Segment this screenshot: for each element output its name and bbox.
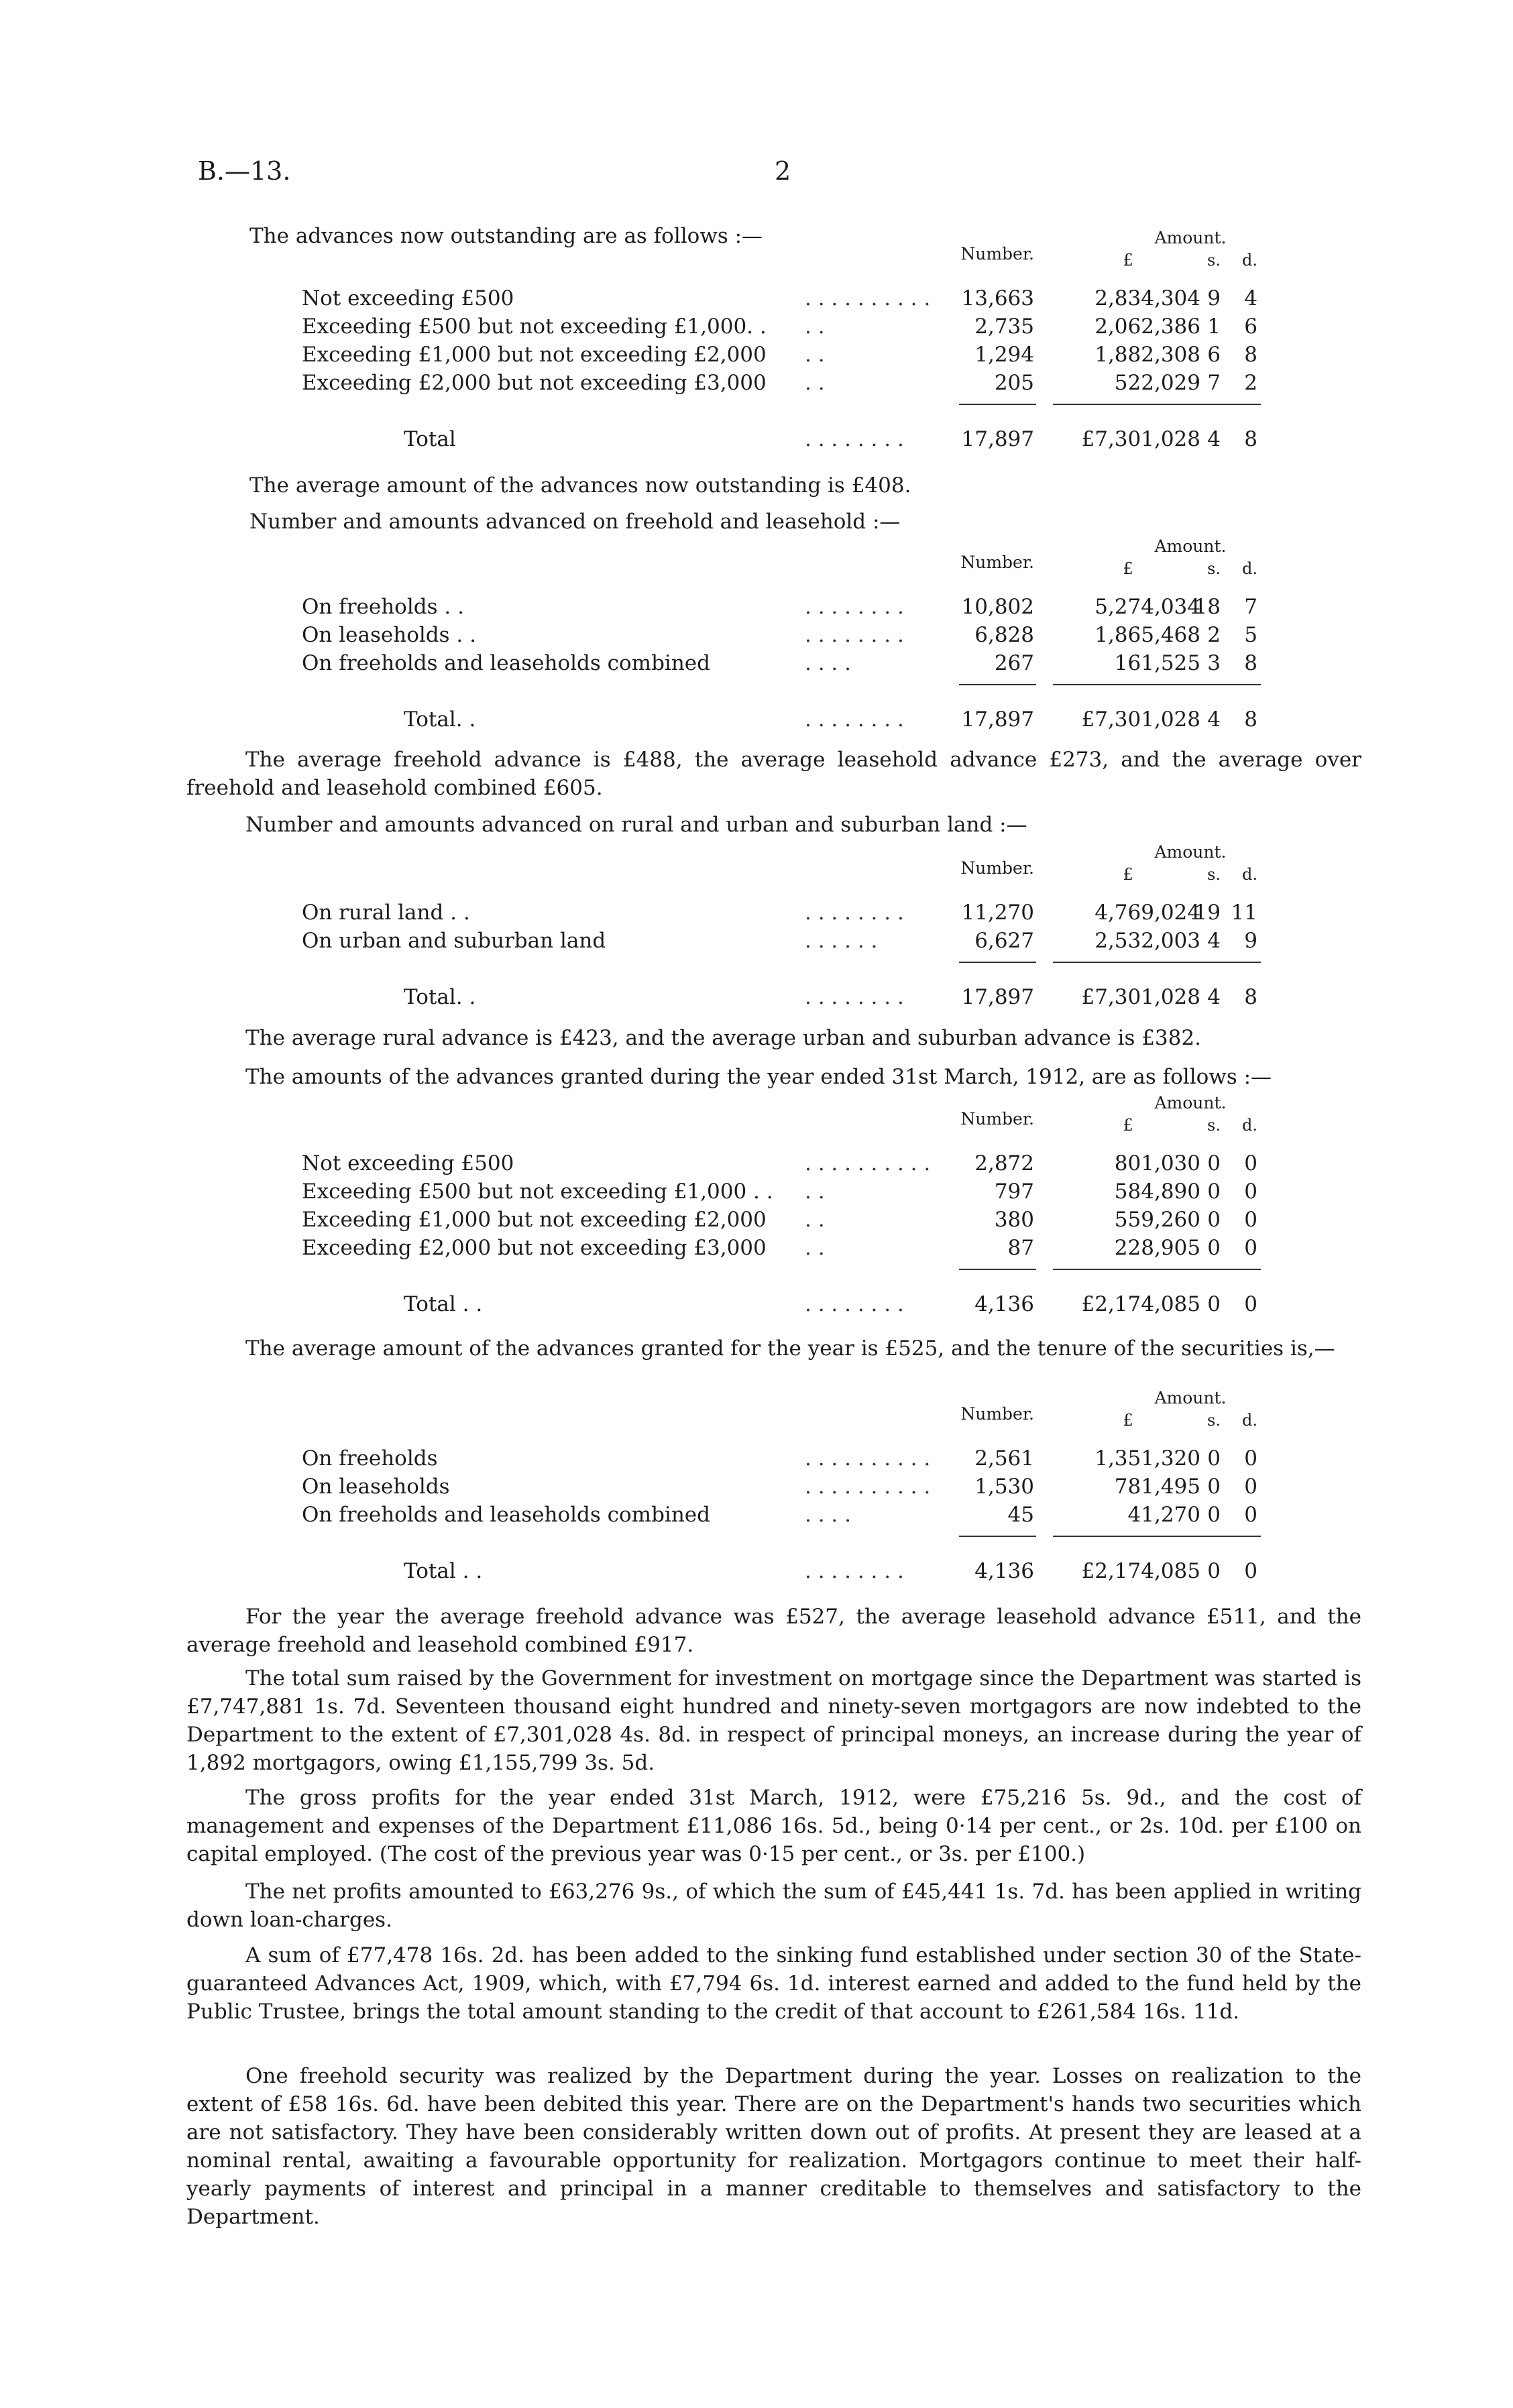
pence-unit-header: d. xyxy=(1242,251,1257,270)
leader-dots: . . xyxy=(805,314,825,339)
total-pounds: £7,301,028 xyxy=(1081,427,1200,451)
row-label: Exceeding £1,000 but not exceeding £2,000 xyxy=(302,1208,767,1232)
row-number: 1,294 xyxy=(974,343,1034,367)
row-label: On leaseholds . . xyxy=(302,623,476,647)
table-row xyxy=(288,1473,1274,1501)
total-label: Total xyxy=(404,427,456,451)
row-pounds: 2,062,386 xyxy=(1095,314,1200,339)
leader-dots: . . xyxy=(805,371,825,395)
pound-unit-header: £ xyxy=(1123,559,1133,578)
table-row xyxy=(288,369,1274,397)
row-number: 6,828 xyxy=(974,623,1034,647)
total-rule xyxy=(959,404,1036,405)
row-shillings: 9 xyxy=(1207,286,1221,310)
row-label: On freeholds xyxy=(302,1446,438,1471)
number-column-header: Number. xyxy=(960,244,1034,264)
row-pounds: 161,525 xyxy=(1114,651,1200,675)
row-shillings: 0 xyxy=(1207,1236,1221,1260)
row-label: On freeholds and leaseholds combined xyxy=(302,1503,710,1527)
table-row xyxy=(288,1501,1274,1529)
leader-dots: . . . . . . . . . . xyxy=(805,1446,931,1471)
table-row xyxy=(288,1234,1274,1262)
report-reference: B.—13. xyxy=(198,156,291,186)
leader-dots: . . . . xyxy=(805,651,851,675)
pence-unit-header: d. xyxy=(1242,1116,1257,1135)
row-pence: 2 xyxy=(1244,371,1257,395)
row-label: Exceeding £2,000 but not exceeding £3,000 xyxy=(302,371,767,395)
amount-column-header: Amount. xyxy=(1154,228,1227,247)
leader-dots: . . . . . . . . . . xyxy=(805,286,931,310)
row-number: 6,627 xyxy=(974,929,1034,953)
pence-unit-header: d. xyxy=(1242,559,1257,578)
row-number: 10,802 xyxy=(961,595,1034,619)
leader-dots: . . xyxy=(805,343,825,367)
table-row xyxy=(288,927,1274,955)
total-pounds: £7,301,028 xyxy=(1081,985,1200,1009)
row-pence: 9 xyxy=(1244,929,1257,953)
row-pounds: 2,834,304 xyxy=(1095,286,1200,310)
total-pounds: £7,301,028 xyxy=(1081,707,1200,732)
table-row xyxy=(288,284,1274,312)
row-pence: 0 xyxy=(1244,1446,1257,1471)
leader-dots: . . . . . . . . xyxy=(805,985,904,1009)
row-number: 267 xyxy=(994,651,1034,675)
total-pence: 8 xyxy=(1244,985,1257,1009)
total-rule xyxy=(1053,962,1261,963)
total-number: 4,136 xyxy=(974,1292,1034,1316)
amount-column-header: Amount. xyxy=(1154,842,1227,862)
row-pounds: 522,029 xyxy=(1114,371,1200,395)
leader-dots: . . . . . . . . xyxy=(805,623,904,647)
total-rule xyxy=(1053,1536,1261,1537)
leader-dots: . . . . . . . . xyxy=(805,1292,904,1316)
total-row xyxy=(288,983,1274,1011)
row-pence: 11 xyxy=(1231,901,1257,925)
total-rule xyxy=(1053,404,1261,405)
leader-dots: . . . . . . . . xyxy=(805,595,904,619)
total-pence: 0 xyxy=(1244,1559,1257,1583)
table-tenure-securities xyxy=(288,1388,1274,1585)
total-row xyxy=(288,705,1274,734)
leader-dots: . . . . . . . . xyxy=(805,901,904,925)
row-number: 205 xyxy=(994,371,1034,395)
row-label: Exceeding £2,000 but not exceeding £3,000 xyxy=(302,1236,767,1260)
amount-column-header: Amount. xyxy=(1154,536,1227,556)
row-pence: 0 xyxy=(1244,1151,1257,1176)
row-shillings: 7 xyxy=(1207,371,1221,395)
row-number: 45 xyxy=(1007,1503,1034,1527)
pence-unit-header: d. xyxy=(1242,1411,1257,1430)
row-number: 11,270 xyxy=(961,901,1034,925)
total-label: Total. . xyxy=(404,707,476,732)
total-pence: 8 xyxy=(1244,427,1257,451)
shillings-unit-header: s. xyxy=(1207,1116,1221,1135)
row-pence: 5 xyxy=(1244,623,1257,647)
row-pounds: 801,030 xyxy=(1114,1151,1200,1176)
paragraph-gross-profits: The gross profits for the year ended 31st March, 1912, were £75,216 5s. 9d., and the cost of management and expenses of the Department £11,086 16s. 5d., being 0·14 per cent., or 2s. 10d. per £100 on capital employed. (The cost of the previous year was 0·15 per cent., or 3s. per £100.) xyxy=(186,1786,1361,1866)
row-shillings: 1 xyxy=(1207,314,1221,339)
shillings-unit-header: s. xyxy=(1207,559,1221,578)
row-pence: 8 xyxy=(1244,651,1257,675)
paragraph-sinking-fund: A sum of £77,478 16s. 2d. has been added to the sinking fund established under section 30 of the State-guaranteed Advances Act, 1909, which, with £7,794 6s. 1d. interest earned and added to the fund held by the Public Trustee, brings the total amount standing to the credit of that account to £261,584 16s. 11d. xyxy=(186,1943,1361,2024)
total-shillings: 4 xyxy=(1207,427,1221,451)
pence-unit-header: d. xyxy=(1242,865,1257,884)
row-number: 797 xyxy=(994,1180,1034,1204)
row-pence: 4 xyxy=(1244,286,1257,310)
row-pounds: 5,274,034 xyxy=(1095,595,1200,619)
total-rule xyxy=(959,1536,1036,1537)
total-row xyxy=(288,1290,1274,1318)
leader-dots: . . . . xyxy=(805,1503,851,1527)
row-label: Exceeding £500 but not exceeding £1,000. . xyxy=(302,314,767,339)
leader-dots: . . xyxy=(805,1236,825,1260)
row-shillings: 0 xyxy=(1207,1151,1221,1176)
row-number: 2,561 xyxy=(974,1446,1034,1471)
total-pence: 8 xyxy=(1244,707,1257,732)
amount-column-header: Amount. xyxy=(1154,1093,1227,1112)
total-rule xyxy=(959,1269,1036,1270)
leader-dots: . . . . . . . . . . xyxy=(805,1475,931,1499)
row-pounds: 584,890 xyxy=(1114,1180,1200,1204)
row-shillings: 0 xyxy=(1207,1208,1221,1232)
row-pounds: 228,905 xyxy=(1114,1236,1200,1260)
table-row xyxy=(288,1444,1274,1473)
total-label: Total. . xyxy=(404,985,476,1009)
row-shillings: 2 xyxy=(1207,623,1221,647)
number-column-header: Number. xyxy=(960,858,1034,878)
row-pounds: 781,495 xyxy=(1114,1475,1200,1499)
average-rural-text: The average rural advance is £423, and the average urban and suburban advance is £382. xyxy=(245,1026,1201,1050)
row-label: On leaseholds xyxy=(302,1475,450,1499)
total-shillings: 4 xyxy=(1207,707,1221,732)
table2-intro: Number and amounts advanced on freehold and leasehold :— xyxy=(249,510,901,534)
shillings-unit-header: s. xyxy=(1207,1411,1221,1430)
table-row xyxy=(288,899,1274,927)
row-pounds: 41,270 xyxy=(1127,1503,1200,1527)
total-row xyxy=(288,1557,1274,1585)
row-pounds: 1,882,308 xyxy=(1095,343,1200,367)
total-pounds: £2,174,085 xyxy=(1081,1559,1200,1583)
row-shillings: 6 xyxy=(1207,343,1221,367)
row-number: 87 xyxy=(1007,1236,1034,1260)
table3-intro: Number and amounts advanced on rural and urban and suburban land :— xyxy=(245,813,1027,837)
table-row xyxy=(288,1178,1274,1206)
total-rule xyxy=(1053,1269,1261,1270)
paragraph-net-profits: The net profits amounted to £63,276 9s., of which the sum of £45,441 1s. 7d. has been applied in writing down loan-charges. xyxy=(186,1880,1361,1932)
row-pence: 0 xyxy=(1244,1180,1257,1204)
amount-column-header: Amount. xyxy=(1154,1388,1227,1408)
row-pence: 6 xyxy=(1244,314,1257,339)
leader-dots: . . . . . . xyxy=(805,929,878,953)
table-header xyxy=(288,536,1274,593)
total-pence: 0 xyxy=(1244,1292,1257,1316)
leader-dots: . . . . . . . . xyxy=(805,707,904,732)
leader-dots: . . xyxy=(805,1180,825,1204)
table-header xyxy=(288,1388,1274,1444)
row-label: Not exceeding £500 xyxy=(302,1151,514,1176)
row-pounds: 2,532,003 xyxy=(1095,929,1200,953)
row-label: On urban and suburban land xyxy=(302,929,606,953)
shillings-unit-header: s. xyxy=(1207,865,1221,884)
row-pence: 0 xyxy=(1244,1208,1257,1232)
total-rule xyxy=(959,962,1036,963)
row-shillings: 19 xyxy=(1194,901,1221,925)
row-label: Exceeding £1,000 but not exceeding £2,000 xyxy=(302,343,767,367)
row-number: 1,530 xyxy=(974,1475,1034,1499)
table-row xyxy=(288,593,1274,621)
total-rule xyxy=(1053,684,1261,685)
table4-intro: The amounts of the advances granted during the year ended 31st March, 1912, are as follows :— xyxy=(245,1065,1272,1089)
row-number: 13,663 xyxy=(961,286,1034,310)
pound-unit-header: £ xyxy=(1123,1411,1133,1430)
leader-dots: . . . . . . . . xyxy=(805,1559,904,1583)
table1-intro: The advances now outstanding are as follows :— xyxy=(249,224,763,248)
row-label: On rural land . . xyxy=(302,901,470,925)
row-label: Not exceeding £500 xyxy=(302,286,514,310)
total-number: 4,136 xyxy=(974,1559,1034,1583)
total-label: Total . . xyxy=(404,1559,483,1583)
table-freehold-leasehold xyxy=(288,536,1274,734)
row-pounds: 559,260 xyxy=(1114,1208,1200,1232)
shillings-unit-header: s. xyxy=(1207,251,1221,270)
row-label: Exceeding £500 but not exceeding £1,000 . . xyxy=(302,1180,773,1204)
table-row xyxy=(288,312,1274,341)
tenure-intro-paragraph: The average amount of the advances granted for the year is £525, and the tenure of the securities is,— xyxy=(245,1336,1335,1361)
number-column-header: Number. xyxy=(960,1109,1034,1129)
row-shillings: 0 xyxy=(1207,1503,1221,1527)
pound-unit-header: £ xyxy=(1123,865,1133,884)
table-row xyxy=(288,621,1274,649)
paragraph-average-year: For the year the average freehold advance was £527, the average leasehold advance £511, and the average freehold and leasehold combined £917. xyxy=(186,1605,1361,1657)
average-freehold-paragraph: The average freehold advance is £488, the average leasehold advance £273, and the average over freehold and leasehold combined £605. xyxy=(186,748,1361,800)
table-rural-urban xyxy=(288,842,1274,1011)
row-pence: 0 xyxy=(1244,1503,1257,1527)
row-pence: 0 xyxy=(1244,1475,1257,1499)
paragraph-securities: One freehold security was realized by the Department during the year. Losses on realization to the extent of £58 16s. 6d. have been debited this year. There are on the Department's hands two securities which are not satisfactory. They have been considerably written down out of profits. At present they are leased at a nominal rental, awaiting a favourable opportunity for realization. Mortgagors continue to meet their half-yearly payments of interest and principal in a manner creditable to themselves and satisfactory to the Department. xyxy=(186,2064,1361,2229)
row-number: 2,872 xyxy=(974,1151,1034,1176)
leader-dots: . . xyxy=(805,1208,825,1232)
table-header xyxy=(288,1093,1274,1149)
row-pounds: 1,865,468 xyxy=(1095,623,1200,647)
number-column-header: Number. xyxy=(960,553,1034,572)
table-row xyxy=(288,1149,1274,1178)
row-number: 2,735 xyxy=(974,314,1034,339)
table-header xyxy=(288,228,1274,284)
table-row xyxy=(288,1206,1274,1234)
pound-unit-header: £ xyxy=(1123,1116,1133,1135)
page-number: 2 xyxy=(775,156,791,186)
pound-unit-header: £ xyxy=(1123,251,1133,270)
table-row xyxy=(288,341,1274,369)
row-pounds: 1,351,320 xyxy=(1095,1446,1200,1471)
total-number: 17,897 xyxy=(961,985,1034,1009)
paragraph-total-sum: The total sum raised by the Government for investment on mortgage since the Department was started is £7,747,881 1s. 7d. Seventeen thousand eight hundred and ninety-seven mortgagors are now indebted to the Department to the extent of £7,301,028 4s. 8d. in respect of principal moneys, an increase during the year of 1,892 mortgagors, owing £1,155,799 3s. 5d. xyxy=(186,1666,1361,1775)
total-number: 17,897 xyxy=(961,707,1034,732)
row-shillings: 18 xyxy=(1194,595,1221,619)
total-pounds: £2,174,085 xyxy=(1081,1292,1200,1316)
leader-dots: . . . . . . . . . . xyxy=(805,1151,931,1176)
leader-dots: . . . . . . . . xyxy=(805,427,904,451)
row-shillings: 4 xyxy=(1207,929,1221,953)
row-label: On freeholds . . xyxy=(302,595,464,619)
total-shillings: 0 xyxy=(1207,1292,1221,1316)
total-row xyxy=(288,425,1274,453)
table-header xyxy=(288,842,1274,899)
row-label: On freeholds and leaseholds combined xyxy=(302,651,710,675)
table-row xyxy=(288,649,1274,677)
total-number: 17,897 xyxy=(961,427,1034,451)
row-shillings: 0 xyxy=(1207,1475,1221,1499)
table-advances-granted xyxy=(288,1093,1274,1318)
row-shillings: 0 xyxy=(1207,1180,1221,1204)
total-shillings: 0 xyxy=(1207,1559,1221,1583)
row-pence: 8 xyxy=(1244,343,1257,367)
row-number: 380 xyxy=(994,1208,1034,1232)
table-advances-outstanding xyxy=(288,228,1274,453)
total-label: Total . . xyxy=(404,1292,483,1316)
row-pence: 7 xyxy=(1244,595,1257,619)
total-shillings: 4 xyxy=(1207,985,1221,1009)
row-pence: 0 xyxy=(1244,1236,1257,1260)
average-outstanding-text: The average amount of the advances now outstanding is £408. xyxy=(249,473,911,498)
row-shillings: 3 xyxy=(1207,651,1221,675)
row-shillings: 0 xyxy=(1207,1446,1221,1471)
row-pounds: 4,769,024 xyxy=(1095,901,1200,925)
number-column-header: Number. xyxy=(960,1404,1034,1424)
total-rule xyxy=(959,684,1036,685)
